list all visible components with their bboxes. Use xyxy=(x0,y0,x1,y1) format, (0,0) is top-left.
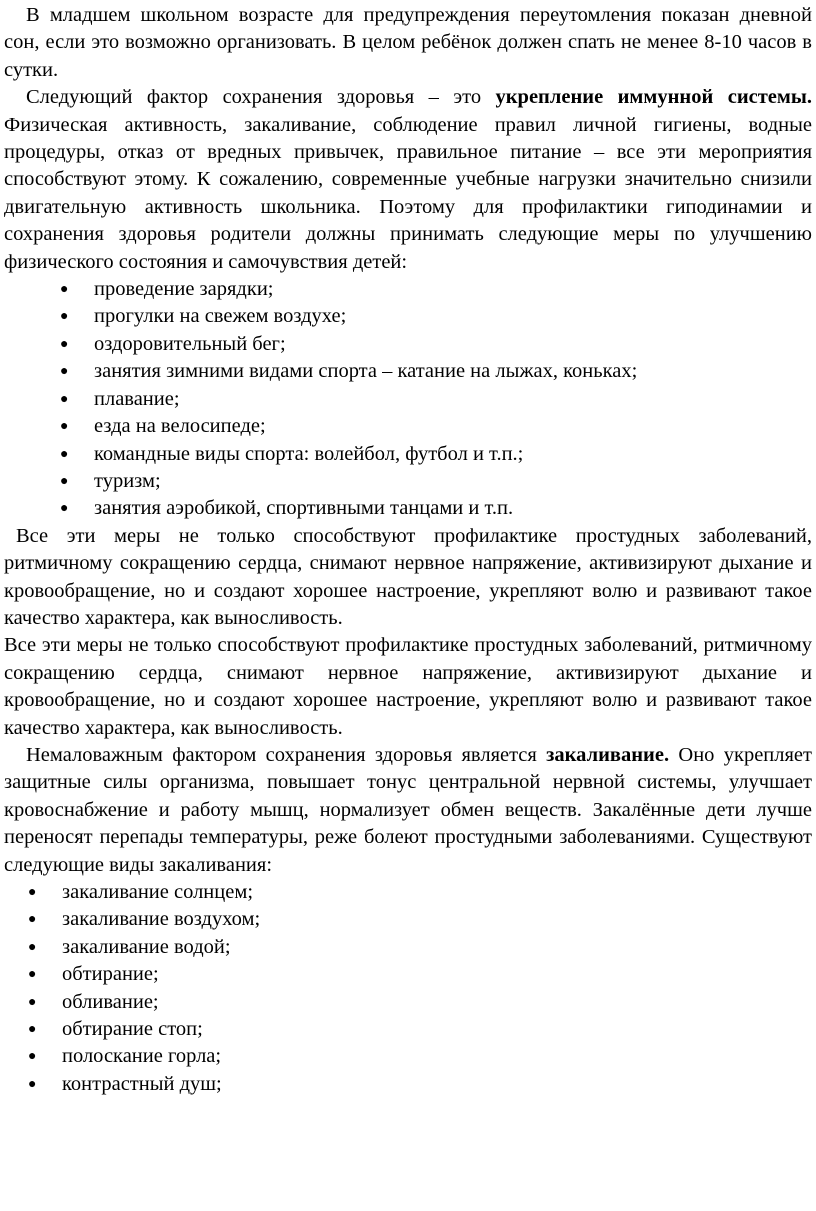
list-item xyxy=(4,879,812,906)
list-item xyxy=(4,906,812,933)
bullet-icon: ● xyxy=(60,391,69,407)
bullet-icon: ● xyxy=(60,473,69,489)
paragraph-immune-system xyxy=(4,84,812,276)
paragraph-hardening-intro: Немаловажным фактором сохранения здоровья является xyxy=(26,743,547,766)
list-item-text: командные виды спорта: волейбол, футбол и т.п.; xyxy=(94,442,524,465)
term-immune-system: укрепление иммунной системы. xyxy=(495,86,812,109)
bullet-icon: ● xyxy=(28,1022,37,1038)
list-item xyxy=(4,413,812,440)
list-item-text: полоскание горла; xyxy=(62,1045,222,1068)
paragraph-immune-system-intro: Следующий фактор сохранения здоровья – это xyxy=(26,86,496,109)
list-item-text: занятия аэробикой, спортивными танцами и т.п. xyxy=(94,497,514,520)
list-item xyxy=(4,441,812,468)
paragraph-hardening xyxy=(4,742,812,879)
bullet-icon: ● xyxy=(28,939,37,955)
list-item-text: обливание; xyxy=(62,990,159,1013)
list-item xyxy=(4,989,812,1016)
list-item xyxy=(4,495,812,522)
list-item xyxy=(4,1016,812,1043)
bullet-icon: ● xyxy=(60,282,69,298)
paragraph-benefits-repeat: Все эти меры не только способствуют профилактике простудных заболеваний, ритмичному сокращению сердца, снимают нервное напряжение, активизируют дыхание и кровообращение, но и создают хорошее настроение, укрепляют волю и развивают такое качество характера, как выносливость. xyxy=(4,634,812,739)
list-item-text: прогулки на свежем воздухе; xyxy=(94,305,347,328)
list-item xyxy=(4,1043,812,1070)
bullet-icon: ● xyxy=(60,336,69,352)
bullet-icon: ● xyxy=(28,912,37,928)
list-item xyxy=(4,961,812,988)
paragraph-immune-system-body: Физическая активность, закаливание, соблюдение правил личной гигиены, водные процедуры, отказ от вредных привычек, правильное питание – все эти мероприятия способствуют этому. К сожалению, современные учебные нагрузки значительно снизили двигательную активность школьника. Поэтому для профилактики гиподинамии и сохранения здоровья родители должны принимать следующие меры по улучшению физического состояния и самочувствия детей: xyxy=(4,113,812,273)
list-item xyxy=(4,276,812,303)
list-item xyxy=(4,331,812,358)
list-item-text: обтирание; xyxy=(62,963,159,986)
activity-list xyxy=(4,276,812,523)
list-item-text: оздоровительный бег; xyxy=(94,332,286,355)
list-item xyxy=(4,468,812,495)
bullet-icon: ● xyxy=(28,1076,37,1092)
hardening-types-list xyxy=(4,879,812,1098)
list-item xyxy=(4,358,812,385)
bullet-icon: ● xyxy=(60,419,69,435)
list-item-text: закаливание солнцем; xyxy=(62,881,254,903)
list-item-text: контрастный душ; xyxy=(62,1072,222,1095)
list-item xyxy=(4,386,812,413)
list-item-text: обтирание стоп; xyxy=(62,1018,203,1041)
list-item-text: плавание; xyxy=(94,387,180,410)
list-item-text: занятия зимними видами спорта – катание на лыжах, коньках; xyxy=(94,360,638,383)
paragraph-benefits: Все эти меры не только способствуют профилактике простудных заболеваний, ритмичному сокращению сердца, снимают нервное напряжение, активизируют дыхание и кровообращение, но и создают хорошее настроение, укрепляют волю и развивают такое качество характера, как выносливость. xyxy=(4,524,812,629)
bullet-icon: ● xyxy=(60,501,69,517)
list-item xyxy=(4,303,812,330)
bullet-icon: ● xyxy=(28,1049,37,1065)
paragraph-daytime-sleep: В младшем школьном возрасте для предупреждения переутомления показан дневной сон, если это возможно организовать. В целом ребёнок должен спать не менее 8-10 часов в сутки. xyxy=(4,4,812,81)
bullet-icon: ● xyxy=(60,364,69,380)
bullet-icon: ● xyxy=(28,885,37,900)
list-item-text: езда на велосипеде; xyxy=(94,415,266,438)
bullet-icon: ● xyxy=(60,309,69,325)
bullet-icon: ● xyxy=(60,446,69,462)
list-item xyxy=(4,934,812,961)
list-item-text: закаливание водой; xyxy=(62,935,231,958)
paragraph-hardening-body: Оно укрепляет защитные силы организма, повышает тонус центральной нервной системы, улучшает кровоснабжение и работу мышц, нормализует обмен веществ. Закалённые дети лучше переносят перепады температуры, реже болеют простудными заболеваниями. Существуют следующие виды закаливания: xyxy=(4,743,812,876)
list-item-text: туризм; xyxy=(94,469,161,492)
bullet-icon: ● xyxy=(28,967,37,983)
bullet-icon: ● xyxy=(28,994,37,1010)
list-item xyxy=(4,1071,812,1098)
list-item-text: закаливание воздухом; xyxy=(62,908,261,931)
term-hardening: закаливание. xyxy=(546,743,670,766)
list-item-text: проведение зарядки; xyxy=(94,278,274,301)
